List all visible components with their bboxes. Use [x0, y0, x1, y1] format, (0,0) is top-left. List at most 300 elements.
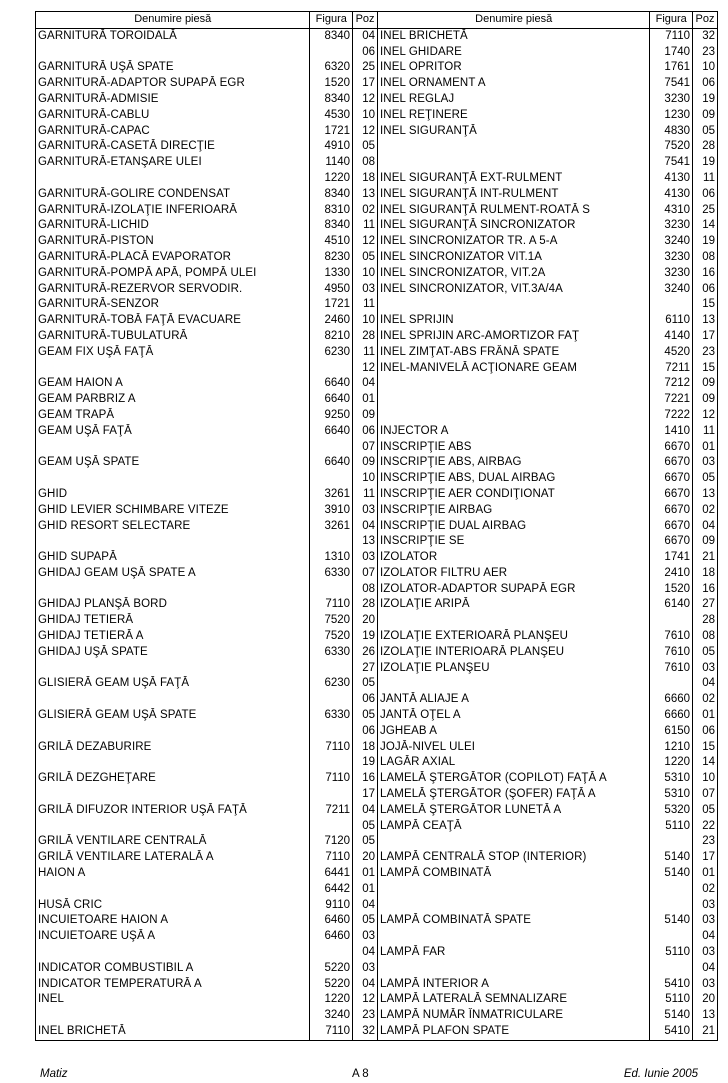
- part-name-left: GARNITURĂ-CABLU: [36, 108, 310, 124]
- table-row: [36, 676, 718, 692]
- part-name-right: INEL ZIMŢAT-ABS FRÂNĂ SPATE: [378, 345, 650, 361]
- part-name-right: INEL SINCRONIZATOR, VIT.3A/4A: [378, 282, 650, 298]
- position-right: 09: [693, 392, 718, 408]
- figure-left: 1721: [310, 297, 353, 313]
- figure-left: 7110: [310, 850, 353, 866]
- figure-right: 7541: [650, 155, 693, 171]
- figure-left: 6320: [310, 60, 353, 76]
- position-left: 12: [353, 92, 378, 108]
- position-left: 03: [353, 961, 378, 977]
- part-name-left: [36, 45, 310, 61]
- position-right: 02: [693, 882, 718, 898]
- table-header: [36, 12, 718, 29]
- figure-left: 7110: [310, 597, 353, 613]
- part-name-left: GRILĂ DEZABURIRE: [36, 740, 310, 756]
- part-name-right: LAMPĂ LATERALĂ SEMNALIZARE: [378, 992, 650, 1008]
- figure-right: 1761: [650, 60, 693, 76]
- part-name-left: GLISIERĂ GEAM UŞĂ FAŢĂ: [36, 676, 310, 692]
- part-name-right: LAMELĂ ŞTERGĂTOR (COPILOT) FAŢĂ A: [378, 771, 650, 787]
- position-left: 10: [353, 313, 378, 329]
- part-name-left: [36, 724, 310, 740]
- table-row: [36, 645, 718, 661]
- position-right: 15: [693, 361, 718, 377]
- table-row: [36, 440, 718, 456]
- position-right: 10: [693, 60, 718, 76]
- figure-left: [310, 582, 353, 598]
- part-name-right: [378, 155, 650, 171]
- figure-right: 7610: [650, 645, 693, 661]
- position-left: 19: [353, 755, 378, 771]
- figure-right: 1740: [650, 45, 693, 61]
- figure-right: 4140: [650, 329, 693, 345]
- figure-left: [310, 945, 353, 961]
- figure-left: 9250: [310, 408, 353, 424]
- part-name-left: [36, 534, 310, 550]
- position-left: 10: [353, 266, 378, 282]
- figure-left: 6442: [310, 882, 353, 898]
- part-name-right: IZOLATOR: [378, 550, 650, 566]
- position-left: 12: [353, 992, 378, 1008]
- position-right: 03: [693, 898, 718, 914]
- figure-right: 7610: [650, 661, 693, 677]
- part-name-left: GRILĂ DEZGHEŢARE: [36, 771, 310, 787]
- part-name-right: INEL SPRIJIN: [378, 313, 650, 329]
- part-name-right: [378, 834, 650, 850]
- table-row: [36, 171, 718, 187]
- figure-left: 4950: [310, 282, 353, 298]
- position-left: 09: [353, 408, 378, 424]
- figure-right: 4130: [650, 171, 693, 187]
- part-name-right: INEL GHIDARE: [378, 45, 650, 61]
- position-right: 07: [693, 787, 718, 803]
- part-name-left: GARNITURĂ-CAPAC: [36, 124, 310, 140]
- figure-right: 5140: [650, 1008, 693, 1024]
- table-row: [36, 471, 718, 487]
- part-name-right: INEL SINCRONIZATOR, VIT.2A: [378, 266, 650, 282]
- part-name-right: INEL SIGURANŢĂ EXT-RULMENT: [378, 171, 650, 187]
- position-left: 27: [353, 661, 378, 677]
- figure-right: 6660: [650, 692, 693, 708]
- part-name-left: GHIDAJ TETIERĂ: [36, 613, 310, 629]
- figure-left: 6330: [310, 566, 353, 582]
- part-name-left: GARNITURĂ-ETANŞARE ULEI: [36, 155, 310, 171]
- position-left: 06: [353, 45, 378, 61]
- table-row: [36, 771, 718, 787]
- figure-left: 1330: [310, 266, 353, 282]
- figure-right: [650, 613, 693, 629]
- figure-left: 1310: [310, 550, 353, 566]
- table-row: [36, 203, 718, 219]
- position-left: 10: [353, 108, 378, 124]
- figure-right: 6140: [650, 597, 693, 613]
- part-name-left: [36, 1008, 310, 1024]
- position-right: 16: [693, 582, 718, 598]
- table-row: [36, 898, 718, 914]
- figure-left: 8340: [310, 92, 353, 108]
- position-right: 04: [693, 519, 718, 535]
- part-name-right: IZOLATOR FILTRU AER: [378, 566, 650, 582]
- position-left: 04: [353, 376, 378, 392]
- part-name-left: GHID RESORT SELECTARE: [36, 519, 310, 535]
- position-right: 10: [693, 771, 718, 787]
- table-row: [36, 708, 718, 724]
- part-name-right: JANTĂ ALIAJE A: [378, 692, 650, 708]
- position-right: 14: [693, 218, 718, 234]
- figure-left: [310, 440, 353, 456]
- table-row: [36, 218, 718, 234]
- position-left: 06: [353, 724, 378, 740]
- part-name-right: IZOLAŢIE ARIPĂ: [378, 597, 650, 613]
- figure-right: 6110: [650, 313, 693, 329]
- figure-right: 1220: [650, 755, 693, 771]
- figure-right: 4310: [650, 203, 693, 219]
- header-figure-right: Figura: [650, 12, 693, 29]
- part-name-right: JGHEAB A: [378, 724, 650, 740]
- part-name-right: [378, 297, 650, 313]
- part-name-right: INEL SIGURANŢĂ INT-RULMENT: [378, 187, 650, 203]
- figure-right: 6670: [650, 455, 693, 471]
- part-name-left: GEAM TRAPĂ: [36, 408, 310, 424]
- table-row: [36, 1008, 718, 1024]
- part-name-left: [36, 755, 310, 771]
- part-name-right: [378, 392, 650, 408]
- position-left: 03: [353, 282, 378, 298]
- figure-left: 9110: [310, 898, 353, 914]
- table-row: [36, 613, 718, 629]
- position-left: 11: [353, 297, 378, 313]
- part-name-right: INSCRIPŢIE AER CONDIŢIONAT: [378, 487, 650, 503]
- figure-left: 2460: [310, 313, 353, 329]
- position-left: 08: [353, 582, 378, 598]
- part-name-left: GHID: [36, 487, 310, 503]
- position-left: 10: [353, 471, 378, 487]
- part-name-left: GARNITURĂ TOROIDALĂ: [36, 28, 310, 44]
- part-name-left: [36, 945, 310, 961]
- part-name-left: GLISIERĂ GEAM UŞĂ SPATE: [36, 708, 310, 724]
- figure-left: 8340: [310, 28, 353, 44]
- table-row: [36, 392, 718, 408]
- figure-right: 5140: [650, 866, 693, 882]
- part-name-right: [378, 898, 650, 914]
- part-name-left: GARNITURĂ-TOBĂ FAŢĂ EVACUARE: [36, 313, 310, 329]
- table-row: [36, 503, 718, 519]
- position-right: 18: [693, 566, 718, 582]
- footer-edition: Ed. Iunie 2005: [623, 1068, 698, 1080]
- figure-left: 6330: [310, 645, 353, 661]
- position-right: 05: [693, 645, 718, 661]
- figure-left: 6230: [310, 676, 353, 692]
- table-row: [36, 550, 718, 566]
- figure-left: 6640: [310, 424, 353, 440]
- part-name-left: GRILĂ DIFUZOR INTERIOR UŞĂ FAŢĂ: [36, 803, 310, 819]
- position-left: 05: [353, 819, 378, 835]
- part-name-left: HUSĂ CRIC: [36, 898, 310, 914]
- part-name-left: GARNITURĂ UŞĂ SPATE: [36, 60, 310, 76]
- figure-left: 3261: [310, 519, 353, 535]
- part-name-left: GARNITURĂ-REZERVOR SERVODIR.: [36, 282, 310, 298]
- position-left: 17: [353, 76, 378, 92]
- table-row: [36, 834, 718, 850]
- part-name-left: INCUIETOARE HAION A: [36, 913, 310, 929]
- position-right: 09: [693, 108, 718, 124]
- part-name-right: IZOLAŢIE INTERIOARĂ PLANŞEU: [378, 645, 650, 661]
- table-row: [36, 76, 718, 92]
- table-row: [36, 519, 718, 535]
- part-name-right: LAMPĂ CEAŢĂ: [378, 819, 650, 835]
- header-position-left: Poz: [353, 12, 378, 29]
- figure-left: 4910: [310, 139, 353, 155]
- table-row: [36, 487, 718, 503]
- figure-right: 7212: [650, 376, 693, 392]
- position-right: 13: [693, 1008, 718, 1024]
- position-right: 06: [693, 187, 718, 203]
- part-name-right: INSCRIPŢIE SE: [378, 534, 650, 550]
- position-right: 22: [693, 819, 718, 835]
- figure-right: 7610: [650, 629, 693, 645]
- part-name-left: HAION A: [36, 866, 310, 882]
- figure-left: 7110: [310, 1024, 353, 1040]
- part-name-left: GARNITURĂ-CASETĂ DIRECŢIE: [36, 139, 310, 155]
- position-right: 03: [693, 945, 718, 961]
- figure-right: 3230: [650, 218, 693, 234]
- position-right: 27: [693, 597, 718, 613]
- position-right: 01: [693, 866, 718, 882]
- table-row: [36, 187, 718, 203]
- figure-right: 7110: [650, 28, 693, 44]
- header-part-name-left: Denumire piesă: [36, 12, 310, 29]
- figure-right: 7222: [650, 408, 693, 424]
- part-name-left: GARNITURĂ-ADAPTOR SUPAPĂ EGR: [36, 76, 310, 92]
- position-left: 12: [353, 361, 378, 377]
- part-name-left: GEAM HAION A: [36, 376, 310, 392]
- position-right: 13: [693, 313, 718, 329]
- table-row: [36, 139, 718, 155]
- part-name-left: GEAM UŞĂ SPATE: [36, 455, 310, 471]
- position-left: 13: [353, 187, 378, 203]
- table-row: [36, 661, 718, 677]
- part-name-right: INEL SIGURANŢĂ: [378, 124, 650, 140]
- position-right: 19: [693, 234, 718, 250]
- table-row: [36, 582, 718, 598]
- part-name-right: [378, 961, 650, 977]
- position-left: 05: [353, 834, 378, 850]
- position-left: 26: [353, 645, 378, 661]
- position-left: 04: [353, 519, 378, 535]
- position-right: 03: [693, 913, 718, 929]
- figure-right: [650, 882, 693, 898]
- figure-left: 8210: [310, 329, 353, 345]
- figure-left: 4510: [310, 234, 353, 250]
- part-name-right: LAMPĂ NUMĂR ÎNMATRICULARE: [378, 1008, 650, 1024]
- position-right: 17: [693, 329, 718, 345]
- table-row: [36, 1024, 718, 1040]
- header-position-right: Poz: [693, 12, 718, 29]
- position-left: 11: [353, 487, 378, 503]
- position-left: 07: [353, 440, 378, 456]
- table-row: [36, 282, 718, 298]
- position-left: 05: [353, 676, 378, 692]
- part-name-right: INEL SIGURANŢĂ SINCRONIZATOR: [378, 218, 650, 234]
- figure-right: 7221: [650, 392, 693, 408]
- part-name-right: LAMPĂ INTERIOR A: [378, 977, 650, 993]
- figure-right: 1210: [650, 740, 693, 756]
- figure-right: 3230: [650, 92, 693, 108]
- position-right: 23: [693, 45, 718, 61]
- figure-left: 6441: [310, 866, 353, 882]
- part-name-right: INSCRIPŢIE AIRBAG: [378, 503, 650, 519]
- part-name-left: GARNITURĂ-PLACĂ EVAPORATOR: [36, 250, 310, 266]
- figure-left: 8310: [310, 203, 353, 219]
- part-name-left: [36, 787, 310, 803]
- position-right: 17: [693, 850, 718, 866]
- part-name-right: [378, 929, 650, 945]
- part-name-left: GARNITURĂ-ADMISIE: [36, 92, 310, 108]
- part-name-left: GARNITURĂ-IZOLAŢIE INFERIOARĂ: [36, 203, 310, 219]
- figure-right: 5310: [650, 771, 693, 787]
- figure-right: 4130: [650, 187, 693, 203]
- position-left: 05: [353, 139, 378, 155]
- position-right: 03: [693, 977, 718, 993]
- position-right: 19: [693, 155, 718, 171]
- figure-left: 1220: [310, 171, 353, 187]
- figure-right: 6670: [650, 503, 693, 519]
- part-name-right: IZOLATOR-ADAPTOR SUPAPĂ EGR: [378, 582, 650, 598]
- figure-left: 4530: [310, 108, 353, 124]
- position-left: 06: [353, 424, 378, 440]
- part-name-left: GARNITURĂ-POMPĂ APĂ, POMPĂ ULEI: [36, 266, 310, 282]
- position-left: 05: [353, 250, 378, 266]
- position-left: 28: [353, 329, 378, 345]
- figure-left: 5220: [310, 961, 353, 977]
- position-right: 32: [693, 28, 718, 44]
- position-right: 11: [693, 171, 718, 187]
- part-name-left: GRILĂ VENTILARE LATERALĂ A: [36, 850, 310, 866]
- figure-right: [650, 929, 693, 945]
- table-row: [36, 534, 718, 550]
- figure-left: 7211: [310, 803, 353, 819]
- part-name-left: [36, 361, 310, 377]
- position-right: 08: [693, 250, 718, 266]
- footer-model: Matiz: [40, 1068, 68, 1080]
- part-name-left: INDICATOR TEMPERATURĂ A: [36, 977, 310, 993]
- part-name-right: INSCRIPŢIE ABS, AIRBAG: [378, 455, 650, 471]
- position-left: 03: [353, 503, 378, 519]
- position-right: 21: [693, 1024, 718, 1040]
- position-left: 25: [353, 60, 378, 76]
- table-row: [36, 250, 718, 266]
- table-row: [36, 234, 718, 250]
- part-name-left: GHIDAJ UŞĂ SPATE: [36, 645, 310, 661]
- part-name-left: GEAM UŞĂ FAŢĂ: [36, 424, 310, 440]
- figure-left: [310, 661, 353, 677]
- part-name-right: JOJĂ-NIVEL ULEI: [378, 740, 650, 756]
- position-right: 09: [693, 534, 718, 550]
- position-right: 15: [693, 740, 718, 756]
- position-left: 02: [353, 203, 378, 219]
- figure-right: [650, 834, 693, 850]
- part-name-left: [36, 882, 310, 898]
- figure-left: 7110: [310, 771, 353, 787]
- figure-left: 8340: [310, 218, 353, 234]
- header-figure-left: Figura: [310, 12, 353, 29]
- part-name-right: LAMPĂ COMBINATĂ: [378, 866, 650, 882]
- figure-left: 8340: [310, 187, 353, 203]
- figure-right: 1230: [650, 108, 693, 124]
- position-right: 02: [693, 503, 718, 519]
- position-right: 06: [693, 724, 718, 740]
- figure-right: 1520: [650, 582, 693, 598]
- part-name-right: INEL-MANIVELĂ ACŢIONARE GEAM: [378, 361, 650, 377]
- position-left: 12: [353, 124, 378, 140]
- figure-left: [310, 787, 353, 803]
- position-right: 04: [693, 676, 718, 692]
- figure-left: 6640: [310, 392, 353, 408]
- table-row: [36, 992, 718, 1008]
- figure-right: 6670: [650, 487, 693, 503]
- table-row: [36, 945, 718, 961]
- position-left: 13: [353, 534, 378, 550]
- table-row: [36, 155, 718, 171]
- position-left: 08: [353, 155, 378, 171]
- figure-left: [310, 819, 353, 835]
- part-name-left: GHIDAJ GEAM UŞĂ SPATE A: [36, 566, 310, 582]
- figure-left: 3261: [310, 487, 353, 503]
- figure-left: [310, 534, 353, 550]
- position-left: 03: [353, 929, 378, 945]
- table-row: [36, 297, 718, 313]
- figure-right: 1410: [650, 424, 693, 440]
- figure-left: 6640: [310, 376, 353, 392]
- table-row: [36, 108, 718, 124]
- part-name-left: INEL: [36, 992, 310, 1008]
- part-name-left: [36, 819, 310, 835]
- position-left: 20: [353, 613, 378, 629]
- position-left: 01: [353, 882, 378, 898]
- position-left: 04: [353, 803, 378, 819]
- figure-left: 1140: [310, 155, 353, 171]
- figure-left: 1721: [310, 124, 353, 140]
- figure-right: 1741: [650, 550, 693, 566]
- figure-left: 6330: [310, 708, 353, 724]
- figure-right: 7541: [650, 76, 693, 92]
- position-right: 25: [693, 203, 718, 219]
- position-left: 20: [353, 850, 378, 866]
- page-footer: [0, 1068, 728, 1083]
- figure-left: 6460: [310, 929, 353, 945]
- part-name-left: INCUIETOARE UŞĂ A: [36, 929, 310, 945]
- figure-right: 4830: [650, 124, 693, 140]
- position-right: 28: [693, 139, 718, 155]
- position-left: 04: [353, 28, 378, 44]
- figure-right: 4520: [650, 345, 693, 361]
- figure-right: [650, 898, 693, 914]
- table-row: [36, 961, 718, 977]
- position-left: 01: [353, 392, 378, 408]
- part-name-right: INSCRIPŢIE ABS, DUAL AIRBAG: [378, 471, 650, 487]
- figure-right: 6670: [650, 440, 693, 456]
- position-right: 04: [693, 929, 718, 945]
- position-left: 04: [353, 977, 378, 993]
- figure-left: [310, 724, 353, 740]
- position-left: 11: [353, 345, 378, 361]
- table-row: [36, 28, 718, 44]
- table-row: [36, 882, 718, 898]
- figure-left: 7520: [310, 629, 353, 645]
- part-name-left: GARNITURĂ-TUBULATURĂ: [36, 329, 310, 345]
- position-left: 11: [353, 218, 378, 234]
- position-right: 04: [693, 961, 718, 977]
- figure-right: 7211: [650, 361, 693, 377]
